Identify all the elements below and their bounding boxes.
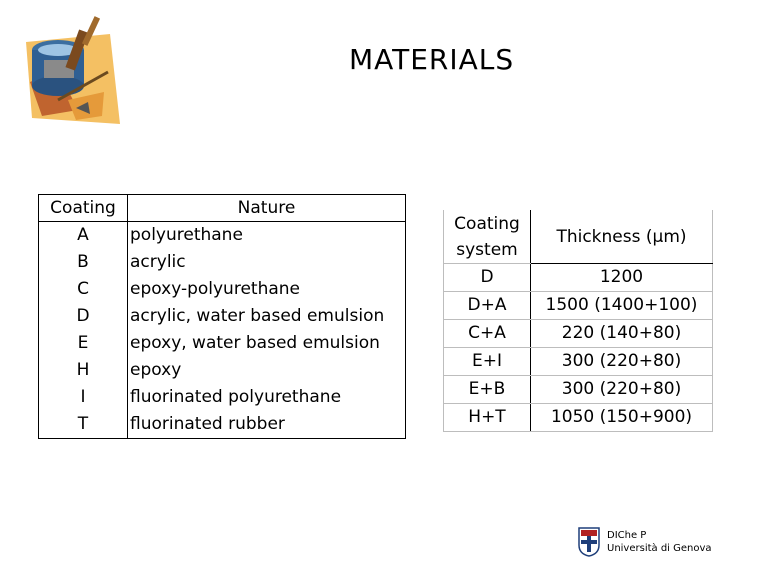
coating-system: D+A: [444, 292, 531, 320]
coating-code: C: [39, 276, 128, 303]
coating-nature: epoxy: [128, 357, 406, 384]
table-row: [39, 357, 406, 384]
table-row: [444, 292, 713, 320]
coating-code: B: [39, 249, 128, 276]
paint-bucket-clipart-icon: [18, 12, 126, 130]
column-header-nature: Nature: [128, 195, 406, 222]
table-row: [39, 330, 406, 357]
thickness-value: 300 (220+80): [531, 376, 713, 404]
table-row: [39, 384, 406, 411]
header-line-coating: Coating: [454, 213, 520, 234]
page-title: MATERIALS: [349, 43, 515, 76]
coating-nature: epoxy, water based emulsion: [128, 330, 406, 357]
coating-nature: polyurethane: [128, 222, 406, 250]
column-header-coating-system: [444, 210, 531, 264]
column-header-thickness: Thickness (μm): [531, 210, 713, 264]
coating-system: E+I: [444, 348, 531, 376]
coating-nature: epoxy-polyurethane: [128, 276, 406, 303]
thickness-table: [443, 210, 713, 432]
coating-nature: acrylic: [128, 249, 406, 276]
table-row: [444, 376, 713, 404]
coating-system: C+A: [444, 320, 531, 348]
coating-code: I: [39, 384, 128, 411]
table-row: [39, 276, 406, 303]
table-row: [39, 303, 406, 330]
coating-nature: fluorinated polyurethane: [128, 384, 406, 411]
coating-system: D: [444, 264, 531, 292]
coating-code: H: [39, 357, 128, 384]
table-row: [444, 348, 713, 376]
table-header-row: [39, 195, 406, 222]
thickness-value: 300 (220+80): [531, 348, 713, 376]
org-line-1: DIChe P: [607, 530, 647, 541]
thickness-value: 1500 (1400+100): [531, 292, 713, 320]
thickness-value: 1050 (150+900): [531, 404, 713, 432]
org-line-2: Università di Genova: [607, 543, 712, 554]
table-row: [39, 249, 406, 276]
coating-nature: acrylic, water based emulsion: [128, 303, 406, 330]
table-row: [39, 222, 406, 250]
header-line-system: system: [456, 239, 518, 260]
table-row: [39, 411, 406, 439]
thickness-value: 220 (140+80): [531, 320, 713, 348]
coating-code: T: [39, 411, 128, 439]
university-shield-icon: [578, 527, 600, 557]
coating-code: A: [39, 222, 128, 250]
table-row: [444, 404, 713, 432]
table-row: [444, 320, 713, 348]
column-header-coating: Coating: [39, 195, 128, 222]
table-header-row: [444, 210, 713, 264]
table-row: [444, 264, 713, 292]
coating-code: D: [39, 303, 128, 330]
coating-system: H+T: [444, 404, 531, 432]
coatings-table: [38, 194, 406, 439]
coating-code: E: [39, 330, 128, 357]
thickness-value: 1200: [531, 264, 713, 292]
coating-system: E+B: [444, 376, 531, 404]
coating-nature: fluorinated rubber: [128, 411, 406, 439]
